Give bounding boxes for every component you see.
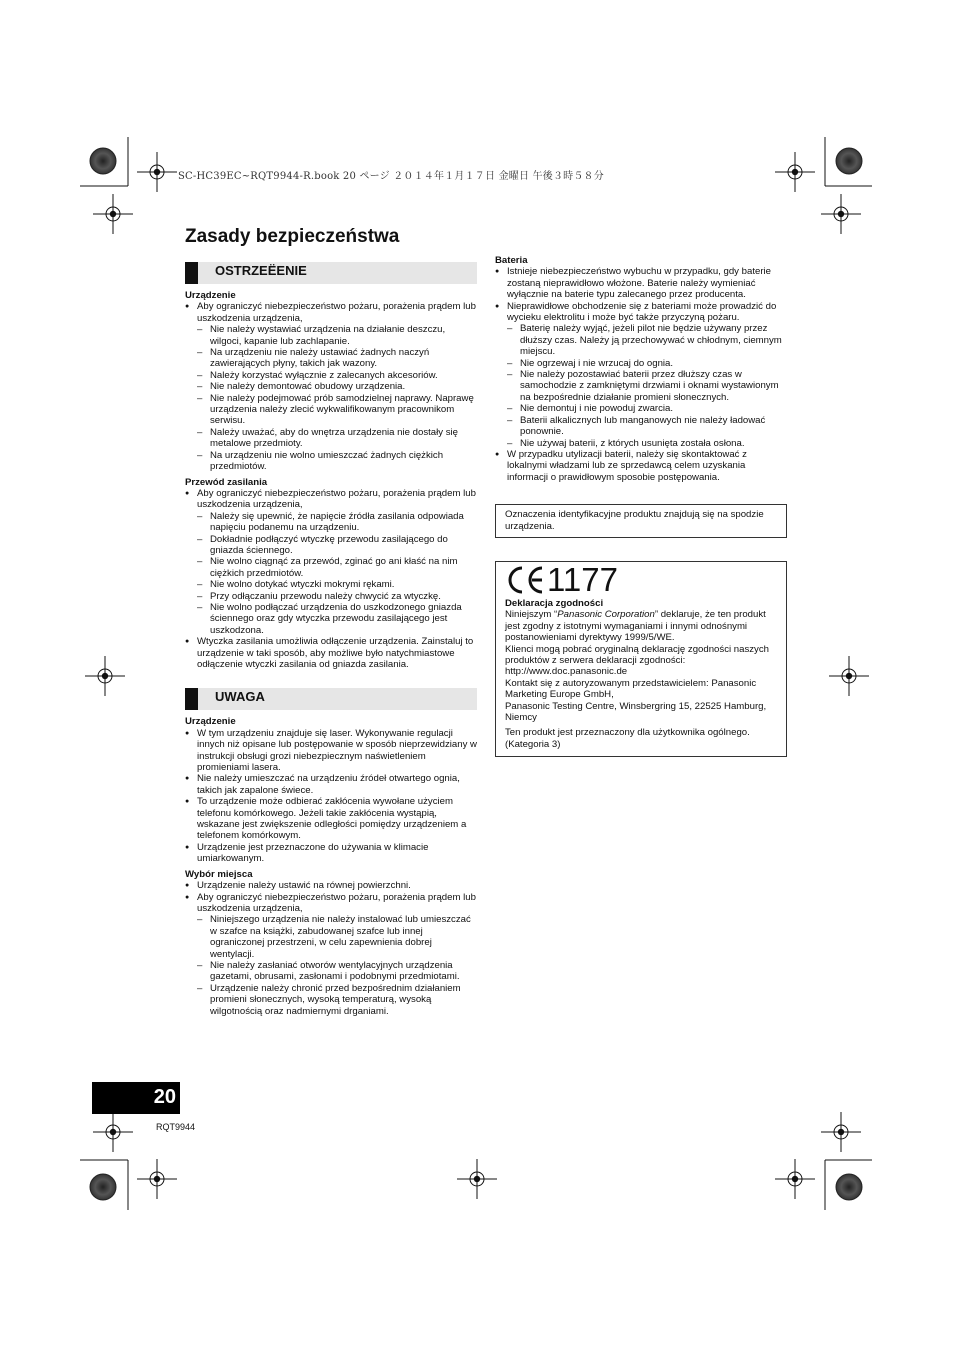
list-item: – Baterię należy wyjąć, jeżeli pilot nie będzie używany przez dłuższy czas. Należy ją przechowywać w chłodnym, ciemnym miejscu.: [495, 323, 787, 357]
battery-subheading: Bateria: [495, 255, 528, 266]
notified-body-number: 1177: [547, 560, 618, 598]
declaration-heading: Deklaracja zgodności: [505, 597, 604, 609]
file-header: SC-HC39EC~RQT9944-R.book 20 ページ ２０１４年１月１７日 金曜日 午後３時５８分: [178, 171, 604, 182]
list-item: ● Nie należy umieszczać na urządzeniu źródeł otwartego ognia, takich jak zapalone świece.: [185, 773, 477, 796]
declaration-download-info: Klienci mogą pobrać oryginalną deklarację zgodności naszych produktów z serwera deklaracji zgodności:: [505, 643, 769, 666]
list-item: – Nie wolno dotykać wtyczki mokrymi rękami.: [185, 579, 477, 590]
declaration-prefix: Niniejszym “: [505, 609, 558, 621]
page-number: 20: [153, 1086, 176, 1108]
power-cord-subheading: Przewód zasilania: [185, 476, 268, 488]
heading-marker: [185, 688, 198, 710]
battery-list: [495, 266, 787, 483]
caution-device-subheading: Urządzenie: [185, 716, 236, 728]
list-item: – Nie należy demontować obudowy urządzenia.: [185, 381, 477, 392]
caution-heading: UWAGA: [215, 689, 265, 705]
left-column: [185, 262, 477, 1017]
list-item: – Nie należy podejmować prób samodzielnej naprawy. Naprawę urządzenia należy zlecić wykwalifikowanym pracownikom serwisu.: [185, 393, 477, 427]
list-item: ● Istnieje niebezpieczeństwo wybuchu w przypadku, gdy baterie zostaną nieprawidłowo włożone. Baterie należy wymieniać wyłącznie na baterie typu zalecanego przez producenta.: [495, 266, 787, 300]
list-item: ● Wtyczka zasilania umożliwia odłączenie urządzenia. Zainstaluj to urządzenie w taki sposób, aby możliwe było natychmiastowe odłączenie wtyczki zasilania od gniazda zasilania.: [185, 636, 477, 670]
device-warning-list: [185, 301, 477, 472]
list-item: ● Nieprawidłowe obchodzenie się z bateriami może prowadzić do wycieku elektrolitu i może być także przyczyną pożaru.: [495, 301, 787, 324]
list-item: – Należy korzystać wyłącznie z zalecanych akcesoriów.: [185, 370, 477, 381]
caution-heading-bar: [185, 688, 477, 710]
list-item: ● Aby ograniczyć niebezpieczeństwo pożaru, porażenia prądem lub uszkodzenia urządzenia,: [185, 892, 477, 915]
list-item: – Na urządzeniu nie należy ustawiać żadnych naczyń zawierających płyny, takich jak wazony.: [185, 347, 477, 370]
list-item: – Nie demontuj i nie powoduj zwarcia.: [495, 403, 787, 414]
location-list: [185, 880, 477, 1017]
list-item: – Na urządzeniu nie wolno umieszczać żadnych ciężkich przedmiotów.: [185, 450, 477, 473]
power-cord-list: [185, 488, 477, 671]
list-item: ● W przypadku utylizacji baterii, należy się skontaktować z lokalnymi władzami lub ze sprzedawcą celem uzyskania informacji o prawidłowym sposobie postępowania.: [495, 449, 787, 483]
list-item: – Urządzenie należy chronić przed bezpośrednim działaniem promieni słonecznych, wysoką temperaturą, wysoką wilgotnością oraz nadmiernymi drganiami.: [185, 983, 477, 1017]
declaration-text: [505, 609, 777, 643]
list-item: – Nie ogrzewaj i nie wrzucaj do ognia.: [495, 358, 787, 369]
list-item: ● Urządzenie należy ustawić na równej powierzchni.: [185, 880, 477, 891]
model-code: RQT9944: [156, 1122, 196, 1132]
list-item: ● To urządzenie może odbierać zakłócenia wywołane użyciem telefonu komórkowego. Jeżeli takie zakłócenia wystąpią, wskazane jest zwiększenie odległości pomiędzy urządzeniem a telefonem komórkowym.: [185, 796, 477, 842]
list-item: – Nie wolno podłączać urządzenia do uszkodzonego gniazda ściennego oraz gdy wtyczka przewodu zasilającego jest uszkodzona.: [185, 602, 477, 636]
ce-mark: [505, 560, 777, 598]
ce-logo-icon: [505, 565, 545, 595]
list-item: – Nie należy pozostawiać baterii przez dłuższy czas w samochodzie z zamkniętymi drzwiami i oknami wystawionym na bezpośrednie działanie promieni słonecznych.: [495, 369, 787, 403]
company-name: Panasonic Corporation: [557, 609, 655, 621]
list-item: – Baterii alkalicznych lub manganowych nie należy ładować ponownie.: [495, 415, 787, 438]
declaration-category: Ten produkt jest przeznaczony dla użytkownika ogólnego. (Kategoria 3): [505, 727, 750, 750]
declaration-box: [495, 561, 787, 757]
list-item: ● Aby ograniczyć niebezpieczeństwo pożaru, porażenia prądem lub uszkodzenia urządzenia,: [185, 488, 477, 511]
list-item: – Nie należy zasłaniać otworów wentylacyjnych urządzenia gazetami, obrusami, zasłonami i podobnymi przedmiotami.: [185, 960, 477, 983]
declaration-url: http://www.doc.panasonic.de: [505, 666, 628, 678]
page-number-tab: [92, 1082, 180, 1114]
caution-device-list: [185, 728, 477, 865]
warning-heading: OSTRZEËENIE: [215, 263, 307, 278]
right-column: [495, 255, 787, 757]
list-item: – Niniejszego urządzenia nie należy instalować lub umieszczać w szafce na książki, zabudowanej szafce lub innej ograniczonej przestrzeni, w celu zapewnienia dobrej wentylacji.: [185, 914, 477, 960]
device-subheading: Urządzenie: [185, 290, 236, 301]
declaration-suffix: ” deklaruje, że ten produkt jest zgodny z istotnymi wymaganiami i innymi odnośnymi postanowieniami dyrektywy 1999/5/WE.: [505, 609, 766, 644]
list-item: – Należy się upewnić, że napięcie źródła zasilania odpowiada napięciu podanemu na urządzeniu.: [185, 511, 477, 534]
list-item: ● Aby ograniczyć niebezpieczeństwo pożaru, porażenia prądem lub uszkodzenia urządzenia,: [185, 301, 477, 324]
location-subheading: Wybór miejsca: [185, 868, 253, 880]
declaration-contact: Kontakt się z autoryzowanym przedstawicielem: Panasonic Marketing Europe GmbH,: [505, 677, 757, 701]
page-title: Zasady bezpieczeństwa: [185, 226, 400, 247]
list-item: ● W tym urządzeniu znajduje się laser. Wykonywanie regulacji innych niż opisane lub postępowanie w sposób nieprzewidziany w instrukcji obsługi grozi niebezpiecznym naświetleniem promieniami lasera.: [185, 728, 477, 774]
list-item: – Należy uważać, aby do wnętrza urządzenia nie dostały się metalowe przedmioty.: [185, 427, 477, 450]
list-item: – Przy odłączaniu przewodu należy chwycić za wtyczkę.: [185, 591, 477, 602]
list-item: – Nie należy wystawiać urządzenia na działanie deszczu, wilgoci, kapanie lub zachlapanie.: [185, 324, 477, 347]
declaration-address: Panasonic Testing Centre, Winsbergring 15, 22525 Hamburg, Niemcy: [505, 700, 767, 723]
list-item: ● Urządzenie jest przeznaczone do używania w klimacie umiarkowanym.: [185, 842, 477, 865]
warning-heading-bar: [185, 262, 477, 284]
list-item: – Nie używaj baterii, z których usunięta została osłona.: [495, 438, 787, 449]
heading-marker: [185, 262, 198, 284]
list-item: – Nie wolno ciągnąć za przewód, zginać go ani kłaść na nim ciężkich przedmiotów.: [185, 556, 477, 579]
list-item: – Dokładnie podłączyć wtyczkę przewodu zasilającego do gniazda ściennego.: [185, 534, 477, 557]
product-id-note: Oznaczenia identyfikacyjne produktu znajdują się na spodzie urządzenia.: [495, 504, 787, 538]
